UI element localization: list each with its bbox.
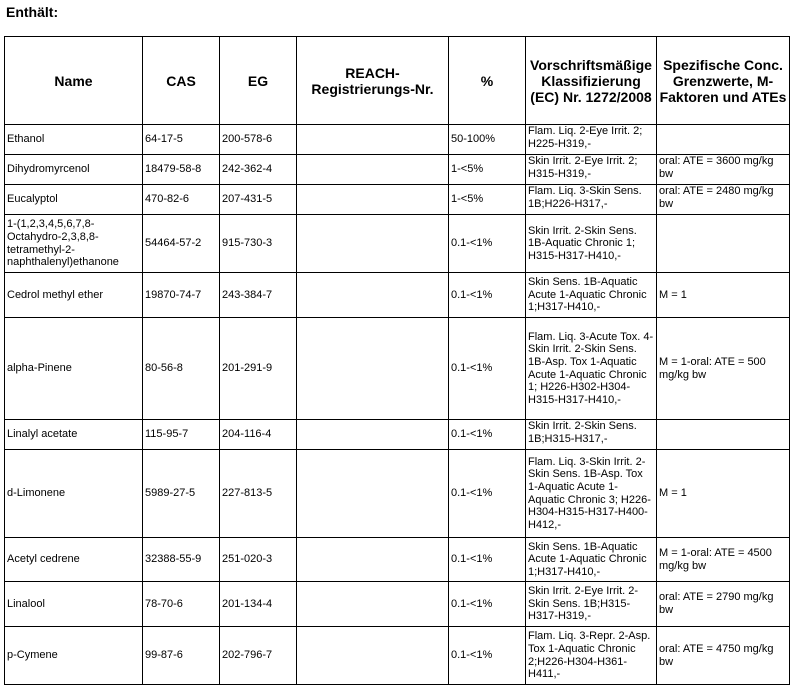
table-row: [5, 420, 790, 450]
cell-name: 1-(1,2,3,4,5,6,7,8-Octahydro-2,3,8,8-tetramethyl-2-naphthalenyl)ethanone: [5, 215, 143, 273]
cell-name: d-Limonene: [5, 450, 143, 538]
cell-eg: 915-730-3: [220, 215, 297, 273]
cell-classification: Skin Irrit. 2-Skin Sens. 1B;H315-H317,-: [526, 420, 657, 450]
cell-percent: 0.1-<1%: [449, 582, 526, 627]
cell-limits: M = 1: [657, 273, 790, 318]
cell-eg: 243-384-7: [220, 273, 297, 318]
col-header-eg: EG: [220, 37, 297, 125]
cell-limits: oral: ATE = 3600 mg/kg bw: [657, 155, 790, 185]
cell-limits: oral: ATE = 2480 mg/kg bw: [657, 185, 790, 215]
table-row: [5, 450, 790, 538]
cell-classification: Flam. Liq. 3-Skin Irrit. 2-Skin Sens. 1B-Asp. Tox 1-Aquatic Acute 1-Aquatic Chronic 3; H226-H304-H315-H317-H400-H412,-: [526, 450, 657, 538]
cell-eg: 202-796-7: [220, 627, 297, 685]
cell-eg: 251-020-3: [220, 538, 297, 582]
table-row: [5, 185, 790, 215]
cell-limits: [657, 125, 790, 155]
cell-cas: 78-70-6: [143, 582, 220, 627]
cell-name: Ethanol: [5, 125, 143, 155]
col-header-reach: REACH-Registrierungs-Nr.: [297, 37, 449, 125]
table-row: [5, 318, 790, 420]
cell-classification: Flam. Liq. 3-Skin Sens. 1B;H226-H317,-: [526, 185, 657, 215]
col-header-cas: CAS: [143, 37, 220, 125]
cell-reach: [297, 420, 449, 450]
cell-percent: 0.1-<1%: [449, 538, 526, 582]
cell-percent: 0.1-<1%: [449, 420, 526, 450]
cell-eg: 201-134-4: [220, 582, 297, 627]
cell-name: Cedrol methyl ether: [5, 273, 143, 318]
cell-cas: 32388-55-9: [143, 538, 220, 582]
cell-classification: Flam. Liq. 3-Acute Tox. 4-Skin Irrit. 2-Skin Sens. 1B-Asp. Tox 1-Aquatic Acute 1-Aquatic Chronic 1; H226-H302-H304-H315-H317-H410,-: [526, 318, 657, 420]
section-heading: Enthält:: [6, 4, 59, 20]
cell-percent: 0.1-<1%: [449, 215, 526, 273]
cell-eg: 204-116-4: [220, 420, 297, 450]
header-row: [5, 37, 790, 125]
cell-percent: 50-100%: [449, 125, 526, 155]
cell-limits: oral: ATE = 2790 mg/kg bw: [657, 582, 790, 627]
col-header-name: Name: [5, 37, 143, 125]
cell-reach: [297, 155, 449, 185]
table-row: [5, 627, 790, 685]
cell-reach: [297, 215, 449, 273]
cell-name: p-Cymene: [5, 627, 143, 685]
cell-reach: [297, 582, 449, 627]
cell-classification: Skin Irrit. 2-Eye Irrit. 2-Skin Sens. 1B;H315-H317-H319,-: [526, 582, 657, 627]
cell-cas: 470-82-6: [143, 185, 220, 215]
cell-cas: 115-95-7: [143, 420, 220, 450]
cell-percent: 1-<5%: [449, 185, 526, 215]
cell-eg: 200-578-6: [220, 125, 297, 155]
cell-cas: 64-17-5: [143, 125, 220, 155]
cell-limits: oral: ATE = 4750 mg/kg bw: [657, 627, 790, 685]
cell-cas: 18479-58-8: [143, 155, 220, 185]
cell-cas: 54464-57-2: [143, 215, 220, 273]
cell-classification: Flam. Liq. 3-Repr. 2-Asp. Tox 1-Aquatic Chronic 2;H226-H304-H361-H411,-: [526, 627, 657, 685]
cell-reach: [297, 125, 449, 155]
cell-limits: M = 1-oral: ATE = 500 mg/kg bw: [657, 318, 790, 420]
col-header-limits: Spezifische Conc. Grenzwerte, M-Faktoren und ATEs: [657, 37, 790, 125]
cell-name: Eucalyptol: [5, 185, 143, 215]
cell-name: Linalool: [5, 582, 143, 627]
cell-reach: [297, 318, 449, 420]
table-row: [5, 538, 790, 582]
cell-reach: [297, 450, 449, 538]
cell-reach: [297, 627, 449, 685]
cell-limits: M = 1: [657, 450, 790, 538]
composition-table: [4, 36, 790, 685]
cell-limits: [657, 420, 790, 450]
col-header-percent: %: [449, 37, 526, 125]
table-row: [5, 273, 790, 318]
cell-limits: M = 1-oral: ATE = 4500 mg/kg bw: [657, 538, 790, 582]
cell-eg: 227-813-5: [220, 450, 297, 538]
cell-eg: 242-362-4: [220, 155, 297, 185]
cell-reach: [297, 538, 449, 582]
cell-name: Linalyl acetate: [5, 420, 143, 450]
cell-cas: 80-56-8: [143, 318, 220, 420]
cell-reach: [297, 185, 449, 215]
cell-name: alpha-Pinene: [5, 318, 143, 420]
cell-eg: 207-431-5: [220, 185, 297, 215]
cell-classification: Skin Irrit. 2-Skin Sens. 1B-Aquatic Chronic 1; H315-H317-H410,-: [526, 215, 657, 273]
table-row: [5, 215, 790, 273]
cell-classification: Skin Sens. 1B-Aquatic Acute 1-Aquatic Chronic 1;H317-H410,-: [526, 538, 657, 582]
cell-cas: 5989-27-5: [143, 450, 220, 538]
cell-cas: 99-87-6: [143, 627, 220, 685]
cell-percent: 1-<5%: [449, 155, 526, 185]
cell-percent: 0.1-<1%: [449, 627, 526, 685]
cell-classification: Skin Irrit. 2-Eye Irrit. 2; H315-H319,-: [526, 155, 657, 185]
cell-cas: 19870-74-7: [143, 273, 220, 318]
cell-limits: [657, 215, 790, 273]
cell-eg: 201-291-9: [220, 318, 297, 420]
table-row: [5, 582, 790, 627]
table-row: [5, 125, 790, 155]
cell-name: Acetyl cedrene: [5, 538, 143, 582]
cell-classification: Skin Sens. 1B-Aquatic Acute 1-Aquatic Chronic 1;H317-H410,-: [526, 273, 657, 318]
cell-percent: 0.1-<1%: [449, 318, 526, 420]
cell-percent: 0.1-<1%: [449, 273, 526, 318]
cell-name: Dihydromyrcenol: [5, 155, 143, 185]
table-row: [5, 155, 790, 185]
cell-classification: Flam. Liq. 2-Eye Irrit. 2; H225-H319,-: [526, 125, 657, 155]
cell-reach: [297, 273, 449, 318]
col-header-classification: Vorschriftsmäßige Klassifizierung (EC) Nr. 1272/2008: [526, 37, 657, 125]
cell-percent: 0.1-<1%: [449, 450, 526, 538]
